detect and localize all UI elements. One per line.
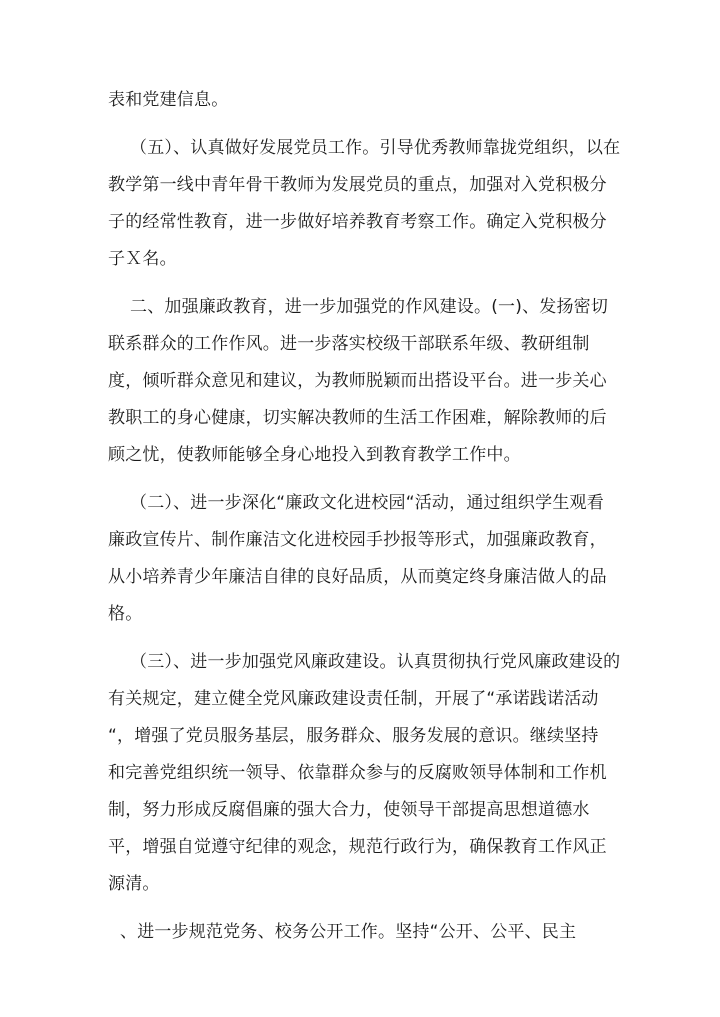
paragraph-two-line-3: 从小培养青少年廉洁自律的良好品质，从而奠定终身廉洁做人的品 bbox=[108, 567, 607, 587]
paragraph-two-line-4: 格。 bbox=[108, 604, 143, 624]
text-line: 表和党建信息。 bbox=[108, 90, 229, 110]
section-two-line-2: 联系群众的工作作风。进一步落实校级干部联系年级、教研组制 bbox=[108, 334, 590, 354]
paragraph-three-line-6: 平，增强自觉遵守纪律的观念，规范行政行为，确保教育工作风正 bbox=[108, 837, 607, 857]
paragraph-three-line-1: （三）、进一步加强党风廉政建设。认真贯彻执行党风廉政建设的 bbox=[130, 652, 621, 672]
paragraph-three-line-4: 和完善党组织统一领导、依靠群众参与的反腐败领导体制和工作机 bbox=[108, 763, 607, 783]
paragraph-three-line-2: 有关规定，建立健全党风廉政建设责任制，开展了“承诺践诺活动 bbox=[108, 689, 599, 709]
section-two-line-1: 二、加强廉政教育，进一步加强党的作风建设。(一)、发扬密切 bbox=[130, 297, 609, 317]
paragraph-three-line-7: 源清。 bbox=[108, 874, 160, 894]
section-two-line-3: 度，倾听群众意见和建议，为教师脱颖而出搭设平台。进一步关心 bbox=[108, 371, 607, 391]
section-two-line-5: 顾之忧，使教师能够全身心地投入到教育教学工作中。 bbox=[108, 445, 521, 465]
paragraph-five-line-1: （五）、认真做好发展党员工作。引导优秀教师靠拢党组织，以在 bbox=[130, 138, 621, 158]
section-two-line-4: 教职工的身心健康，切实解决教师的生活工作困难，解除教师的后 bbox=[108, 408, 607, 428]
paragraph-four-line-1: 、进一步规范党务、校务公开工作。坚持“公开、公平、民主 bbox=[120, 922, 577, 942]
paragraph-five-line-2: 教学第一线中青年骨干教师为发展党员的重点，加强对入党积极分 bbox=[108, 175, 607, 195]
paragraph-three-line-5: 制，努力形成反腐倡廉的强大合力，使领导干部提高思想道德水 bbox=[108, 800, 590, 820]
paragraph-two-line-2: 廉政宣传片、制作廉洁文化进校园手抄报等形式，加强廉政教育， bbox=[108, 530, 607, 550]
paragraph-five-line-3: 子的经常性教育，进一步做好培养教育考察工作。确定入党积极分 bbox=[108, 212, 607, 232]
paragraph-two-line-1: （二）、进一步深化“廉政文化进校园“活动，通过组织学生观看 bbox=[130, 493, 604, 513]
paragraph-three-line-3: “，增强了党员服务基层，服务群众、服务发展的意识。继续坚持 bbox=[108, 726, 599, 746]
paragraph-five-line-4: 子Ｘ名。 bbox=[108, 249, 177, 269]
